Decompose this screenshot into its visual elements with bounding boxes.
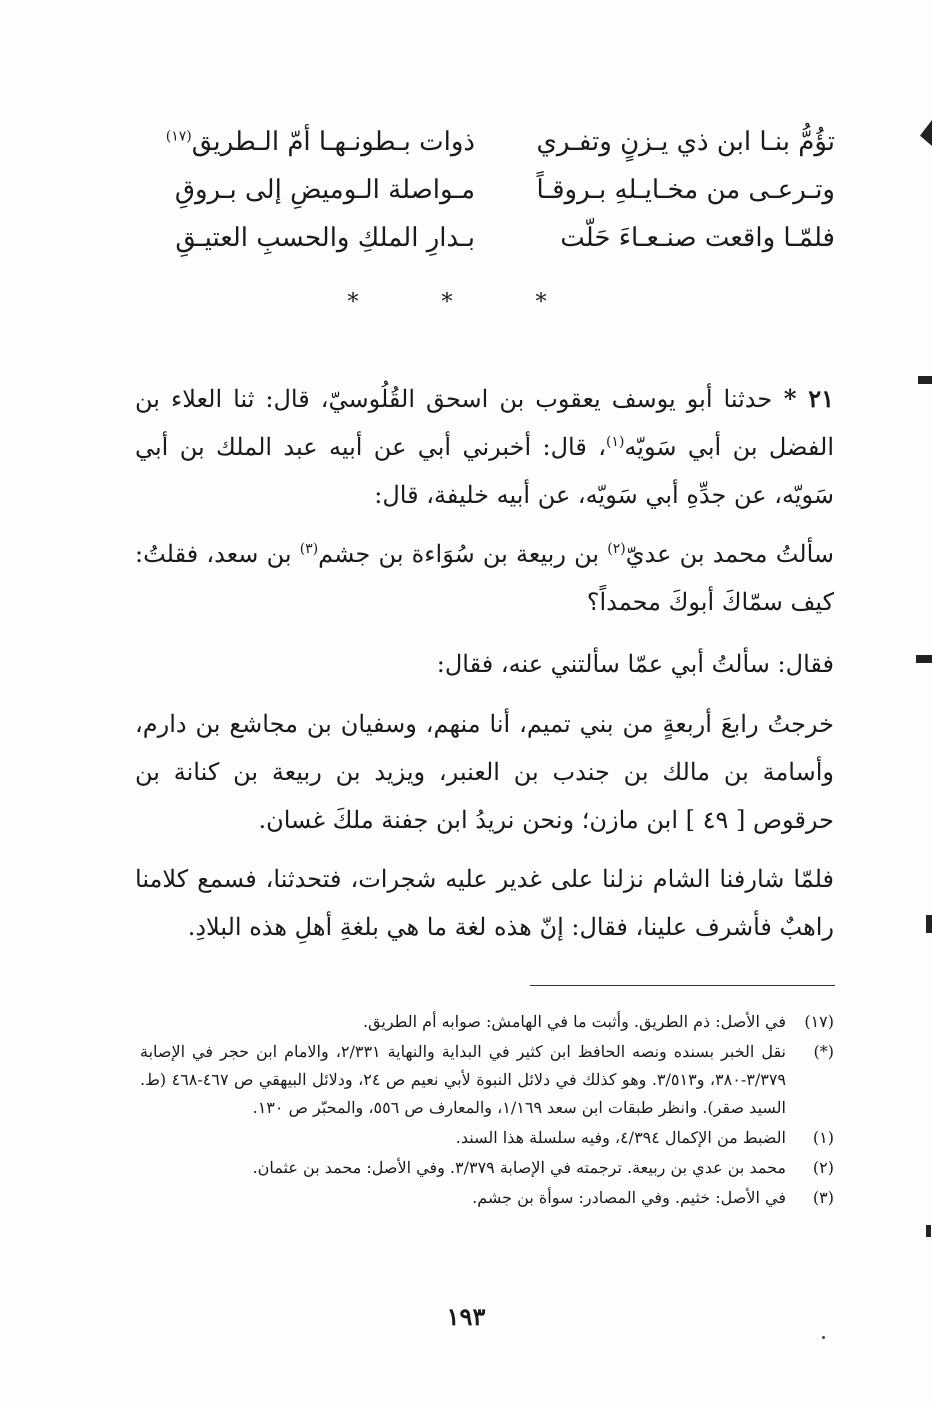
verse-3 — [135, 214, 835, 262]
margin-mark — [926, 915, 932, 933]
footnote — [140, 1124, 834, 1152]
footnote-number: (١) — [812, 1128, 834, 1147]
poem — [135, 118, 835, 262]
verse-2 — [135, 166, 835, 214]
footnote-ref-17[interactable]: (١٧) — [165, 128, 192, 145]
verse-1 — [135, 118, 835, 166]
scan-speck — [822, 1336, 825, 1339]
footnote-text: في الأصل: خثيم. وفي المصادر: سوأة بن جشم. — [472, 1188, 786, 1207]
footnote — [140, 1038, 834, 1122]
footnote-number: (*) — [813, 1042, 834, 1061]
paragraph-answer: فقال: سألتُ أبي عمّا سألتني عنه، فقال: — [436, 650, 834, 678]
footnote — [140, 1008, 834, 1036]
hemistich-text: ذوات بـطونـهـا أمّ الـطريق — [191, 127, 475, 157]
footnote-separator — [530, 985, 835, 986]
text-run: حدثنا أبو يوسف يعقوب بن اسحق القُلُوسيّ، قال: ثنا العلاء بن الفضل بن أبي سَويّه — [135, 385, 834, 461]
text-run: سألتُ محمد بن عديّ — [625, 540, 834, 568]
footnotes — [140, 1008, 834, 1214]
entry-number: ٢١ * — [772, 384, 834, 413]
hemistich-first: وتـرعـى من مخـايـلهِ بـروقـاً — [536, 175, 835, 205]
paragraph-narrative-1: خرجتُ رابعَ أربعةٍ من بني تميم، أنا منهم، وسفيان بن مجاشع بن دارم، وأسامة بن مالك بن جندب بن العنبر، ويزيد بن ربيعة بن كنانة بن حرقوص [ ٤٩ ] ابن مازن؛ ونحن نريدُ ابن جفنة ملكَ غسان. — [135, 710, 834, 834]
text-run: بن ربيعة بن سُوَاءة بن جشم — [318, 540, 608, 568]
margin-mark — [916, 655, 932, 663]
footnote-ref-1[interactable]: (١) — [605, 434, 625, 450]
hemistich-second — [135, 127, 475, 157]
text-run: بن سعد، فقلتُ: كيف سمّاكَ أبوكَ محمداً؟ — [135, 540, 834, 616]
paragraph-narrative-2: فلمّا شارفنا الشام نزلنا على غدير عليه شجرات، فتحدثنا، فسمع كلامنا راهبٌ فأشرف علينا، فقال: إنّ هذه لغة ما هي بلغةِ أهلِ هذه البلادِ. — [135, 865, 834, 941]
margin-mark — [920, 120, 932, 146]
footnote-number: (١٧) — [804, 1012, 834, 1031]
section-divider-stars: * * * — [347, 290, 585, 315]
footnote-number: (٣) — [812, 1188, 834, 1207]
paragraph-isnad — [135, 375, 834, 519]
hemistich-second: بـدارِ الملكِ والحسبِ العتيـقِ — [175, 223, 475, 253]
page-number: ١٩٣ — [446, 1302, 486, 1331]
text-run: ، قال: أخبرني أبي عن أبيه عبد الملك بن أبي سَويّه، عن جدِّهِ أبي سَويّه، عن أبيه خليفة، قال: — [135, 433, 834, 509]
footnote-text: نقل الخبر بسنده ونصه الحافظ ابن كثير في البداية والنهاية ٢/٣٣١، والامام ابن حجر في الإصابة ٣/٣٧٩-٣٨٠، و٣/٥١٣. وهو كذلك في دلائل النبوة لأبي نعيم ص ٢٤، ودلائل البيهقي ص ٤٦٧-٤٦٨ (ط. السيد صقر). وانظر طبقات ابن سعد ١/١٦٩، والمعارف ص ٥٥٦، والمحبّر ص ١٣٠. — [140, 1042, 786, 1117]
margin-mark — [926, 1225, 931, 1237]
footnote-text: في الأصل: ذم الطريق. وأثبت ما في الهامش: صوابه أم الطريق. — [362, 1012, 786, 1031]
hemistich-first: تؤُمُّ بنـا ابن ذي يـزنٍ وتفـري — [536, 127, 835, 157]
footnote — [140, 1184, 834, 1212]
hemistich-first: فلمّـا واقعت صنـعـاءَ حَلّت — [560, 223, 835, 253]
hemistich-second: مـواصلة الـوميضِ إلى بـروقِ — [174, 175, 475, 205]
paragraph-question — [135, 530, 834, 626]
footnote-text: محمد بن عدي بن ربيعة. ترجمته في الإصابة ٣/٣٧٩. وفي الأصل: محمد بن عثمان. — [252, 1158, 786, 1177]
footnote-text: الضبط من الإكمال ٤/٣٩٤، وفيه سلسلة هذا السند. — [455, 1128, 786, 1147]
footnote-number: (٢) — [812, 1158, 834, 1177]
margin-mark — [918, 376, 932, 384]
footnote-ref-2[interactable]: (٢) — [607, 541, 626, 557]
footnote — [140, 1154, 834, 1182]
footnote-ref-3[interactable]: (٣) — [299, 541, 319, 557]
